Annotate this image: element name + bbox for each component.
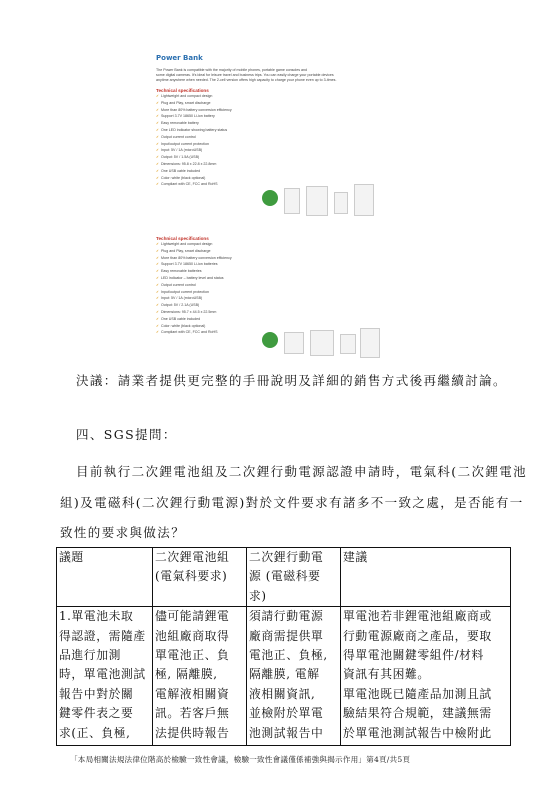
issue-comparison-table: [56, 547, 511, 746]
eco-badge-icon: [262, 332, 278, 348]
spec-item: [156, 302, 406, 309]
spec-item: [156, 147, 406, 154]
checkmark-icon: ✓: [156, 155, 160, 160]
cell-line: 訊。若客戶無: [155, 706, 230, 721]
table-row: [57, 607, 511, 746]
spec-item: [156, 248, 406, 255]
power-bank-brochure-image: [152, 46, 410, 360]
header-issue: [57, 548, 153, 607]
cell-line: 須請行動電源: [249, 609, 324, 624]
question-line: 致性的要求與做法？: [60, 525, 186, 540]
spec-item: [156, 275, 406, 282]
spec-item: [156, 316, 406, 323]
header-line: 二次鋰行動電: [249, 550, 324, 564]
brochure-title: Power Bank: [156, 54, 203, 62]
spec-item-text: Color: white (black optional): [161, 175, 206, 180]
checkmark-icon: ✓: [156, 121, 160, 126]
spec-item: [156, 175, 406, 182]
brochure-desc-line: The Power Bank is compatible with the majority of mobile phones, portable game consoles and: [156, 68, 308, 72]
checkmark-icon: ✓: [156, 309, 160, 314]
checkmark-icon: ✓: [156, 182, 160, 187]
product-photo: [310, 330, 334, 356]
header-power-bank: [247, 548, 341, 607]
product-photos-dual: [244, 324, 404, 358]
spec-item-text: LED indicator – battery level and status: [161, 275, 224, 280]
spec-item-text: More than 80% battery conversion efficiency: [161, 107, 232, 112]
cell-line: 1.單電池未取: [59, 609, 134, 624]
brochure-desc-line: anytime anywhere when needed. The 2-cell version offers high capacity to charge your phone even up to 3-times.: [156, 78, 337, 82]
checkmark-icon: ✓: [156, 323, 160, 328]
spec-item: [156, 127, 406, 134]
checkmark-icon: ✓: [156, 303, 160, 308]
cell-suggestion: [341, 607, 511, 746]
header-line: 求): [249, 588, 267, 603]
spec-item: [156, 134, 406, 141]
checkmark-icon: ✓: [156, 175, 160, 180]
header-battery-pack: [153, 548, 247, 607]
brochure-desc-line: some digital cameras. It's ideal for leisure travel and business trips. You can easily charge your portable devices: [156, 73, 334, 77]
checkmark-icon: ✓: [156, 100, 160, 105]
cell-line: 池組廠商取得: [155, 628, 230, 643]
checkmark-icon: ✓: [156, 275, 160, 280]
cell-line: 極, 隔離膜,: [155, 667, 218, 682]
table-header-row: [57, 548, 511, 607]
checkmark-icon: ✓: [156, 127, 160, 132]
decision-text: 決議：請業者提供更完整的手冊說明及詳細的銷售方式後再繼續討論。: [76, 373, 507, 388]
spec-item-text: Plug and Play, smart discharge: [161, 248, 211, 253]
checkmark-icon: ✓: [156, 168, 160, 173]
spec-item-text: Easy removable batteries: [161, 269, 202, 274]
checkmark-icon: ✓: [156, 330, 160, 335]
checkmark-icon: ✓: [156, 134, 160, 139]
spec-item: [156, 100, 406, 107]
spec-item-text: Input/output current protection: [161, 141, 209, 146]
cell-line: 品進行加測: [59, 648, 121, 663]
checkmark-icon: ✓: [156, 141, 160, 146]
spec-item-text: Output current control: [161, 134, 196, 139]
checkmark-icon: ✓: [156, 148, 160, 153]
spec-item: [156, 241, 406, 248]
cell-line: 電池正、負極,: [249, 648, 328, 663]
spec-item-text: Compliant with CE, FCC and RoHS: [161, 330, 218, 335]
cell-line: 儘可能請鋰電: [155, 609, 230, 624]
spec-list: [156, 93, 406, 188]
header-line: 源 (電磁科要: [249, 569, 321, 584]
spec-item: [156, 309, 406, 316]
spec-item-text: Output: 5V / 2.1A (USB): [161, 303, 200, 308]
spec-item-text: Plug and Play, smart discharge: [161, 100, 211, 105]
cell-line: 法提供時報告: [155, 725, 230, 740]
question-line: 組)及電磁科(二次鋰行動電源)對於文件要求有諸多不一致之處，是否能有一: [60, 495, 524, 510]
cell-line: 單電池若非鋰電池組廠商或: [343, 609, 492, 624]
spec-item-text: Compliant with CE, FCC and RoHS: [161, 182, 218, 187]
spec-heading: Technical specifications: [156, 236, 209, 241]
spec-block-dual-cell: [156, 236, 406, 336]
spec-item: [156, 168, 406, 175]
spec-item: [156, 282, 406, 289]
checkmark-icon: ✓: [156, 107, 160, 112]
header-line: 建議: [343, 550, 368, 564]
spec-item-text: Easy removable battery: [161, 121, 199, 126]
product-photo: [340, 334, 356, 354]
spec-item: [156, 93, 406, 100]
cell-line: 時，單電池測試: [59, 667, 146, 682]
checkmark-icon: ✓: [156, 289, 160, 294]
checkmark-icon: ✓: [156, 255, 160, 260]
cell-line: 電解液相關資: [155, 686, 230, 701]
cell-issue: [57, 607, 153, 746]
cell-line: 得認證，需隨產: [59, 628, 146, 643]
spec-item: [156, 161, 406, 168]
checkmark-icon: ✓: [156, 94, 160, 98]
spec-item: [156, 120, 406, 127]
header-line: 議題: [59, 550, 84, 564]
spec-item-text: Support 3.7V 18650 Li-ion battery: [161, 114, 215, 119]
cell-line: 資訊有其困難。: [343, 667, 430, 682]
cell-line: 液相關資訊,: [249, 686, 316, 701]
section-heading: 四、SGS提問：: [76, 427, 177, 442]
cell-line: 於單電池測試報告中檢附此: [343, 725, 492, 740]
cell-line: 單電池正、負: [155, 648, 230, 663]
product-photo: [334, 192, 348, 214]
spec-item: [156, 261, 406, 268]
checkmark-icon: ✓: [156, 316, 160, 321]
cell-battery-pack: [153, 607, 247, 746]
cell-line: 得單電池關鍵零組件/材料: [343, 648, 484, 663]
checkmark-icon: ✓: [156, 161, 160, 166]
brochure-description: [156, 68, 406, 83]
header-line: (電氣科要求): [155, 569, 228, 584]
spec-item-text: Lightweight and compact design: [161, 242, 213, 246]
spec-item: [156, 295, 406, 302]
product-photos-single: [244, 182, 404, 216]
checkmark-icon: ✓: [156, 114, 160, 119]
cell-power-bank: [247, 607, 341, 746]
spec-item-text: Input: 5V / 1A (microUSB): [161, 148, 203, 153]
spec-list: [156, 241, 406, 336]
spec-item: [156, 154, 406, 161]
cell-line: 隔離膜, 電解: [249, 667, 320, 682]
spec-item-text: Input: 5V / 1A (microUSB): [161, 296, 203, 301]
page-footer: 「本局相關法規法律位階高於檢驗一致性會議，檢驗一致性會議僅係補強與揭示作用」第4頁/共5頁: [70, 755, 411, 764]
spec-item-text: One LED indicator showing battery status: [161, 127, 228, 132]
checkmark-icon: ✓: [156, 242, 160, 246]
spec-item-text: Input/output current protection: [161, 289, 209, 294]
checkmark-icon: ✓: [156, 262, 160, 267]
spec-block-single-cell: [156, 88, 406, 188]
product-photo: [360, 328, 380, 358]
spec-item: [156, 255, 406, 262]
spec-item-text: Dimensions: 95.7 x 44.5 x 22.5mm: [161, 309, 217, 314]
cell-line: 求(正、負極,: [59, 725, 131, 740]
spec-item: [156, 113, 406, 120]
spec-item-text: Output current control: [161, 282, 196, 287]
cell-line: 單電池既已隨產品加測且試: [343, 686, 492, 701]
spec-item-text: Output: 5V / 1.5A (USB): [161, 155, 200, 160]
spec-item: [156, 289, 406, 296]
spec-item-text: Lightweight and compact design: [161, 94, 213, 98]
cell-line: 鍵零件表之要: [59, 706, 134, 721]
checkmark-icon: ✓: [156, 269, 160, 274]
spec-item-text: One USB cable included: [161, 316, 201, 321]
spec-item: [156, 141, 406, 148]
spec-item: [156, 268, 406, 275]
cell-line: 池測試報告中: [249, 725, 324, 740]
spec-item-text: More than 80% battery conversion efficiency: [161, 255, 232, 260]
checkmark-icon: ✓: [156, 296, 160, 301]
spec-item-text: Color: white (black optional): [161, 323, 206, 328]
spec-item: [156, 107, 406, 114]
cell-line: 廠商需提供單: [249, 628, 324, 643]
spec-item-text: Support 3.7V 18650 Li-ion batteries: [161, 262, 218, 267]
product-photo: [354, 184, 374, 216]
product-photo: [284, 332, 304, 354]
spec-heading: Technical specifications: [156, 88, 209, 93]
eco-badge-icon: [262, 190, 278, 206]
cell-line: 報告中對於關: [59, 686, 134, 701]
cell-line: 驗結果符合規範，建議無需: [343, 706, 492, 721]
question-line: 目前執行二次鋰電池組及二次鋰行動電源認證申請時，電氣科(二次鋰電池: [76, 464, 528, 479]
spec-item-text: Dimensions: 95.8 x 22.8 x 22.8mm: [161, 161, 217, 166]
cell-line: 並檢附於單電: [249, 706, 324, 721]
product-photo: [306, 186, 328, 216]
checkmark-icon: ✓: [156, 248, 160, 253]
checkmark-icon: ✓: [156, 282, 160, 287]
cell-line: 行動電源廠商之產品，要取: [343, 628, 492, 643]
header-suggestion: [341, 548, 511, 607]
spec-item-text: One USB cable included: [161, 168, 201, 173]
header-line: 二次鋰電池組: [155, 550, 230, 564]
product-photo: [284, 188, 300, 214]
